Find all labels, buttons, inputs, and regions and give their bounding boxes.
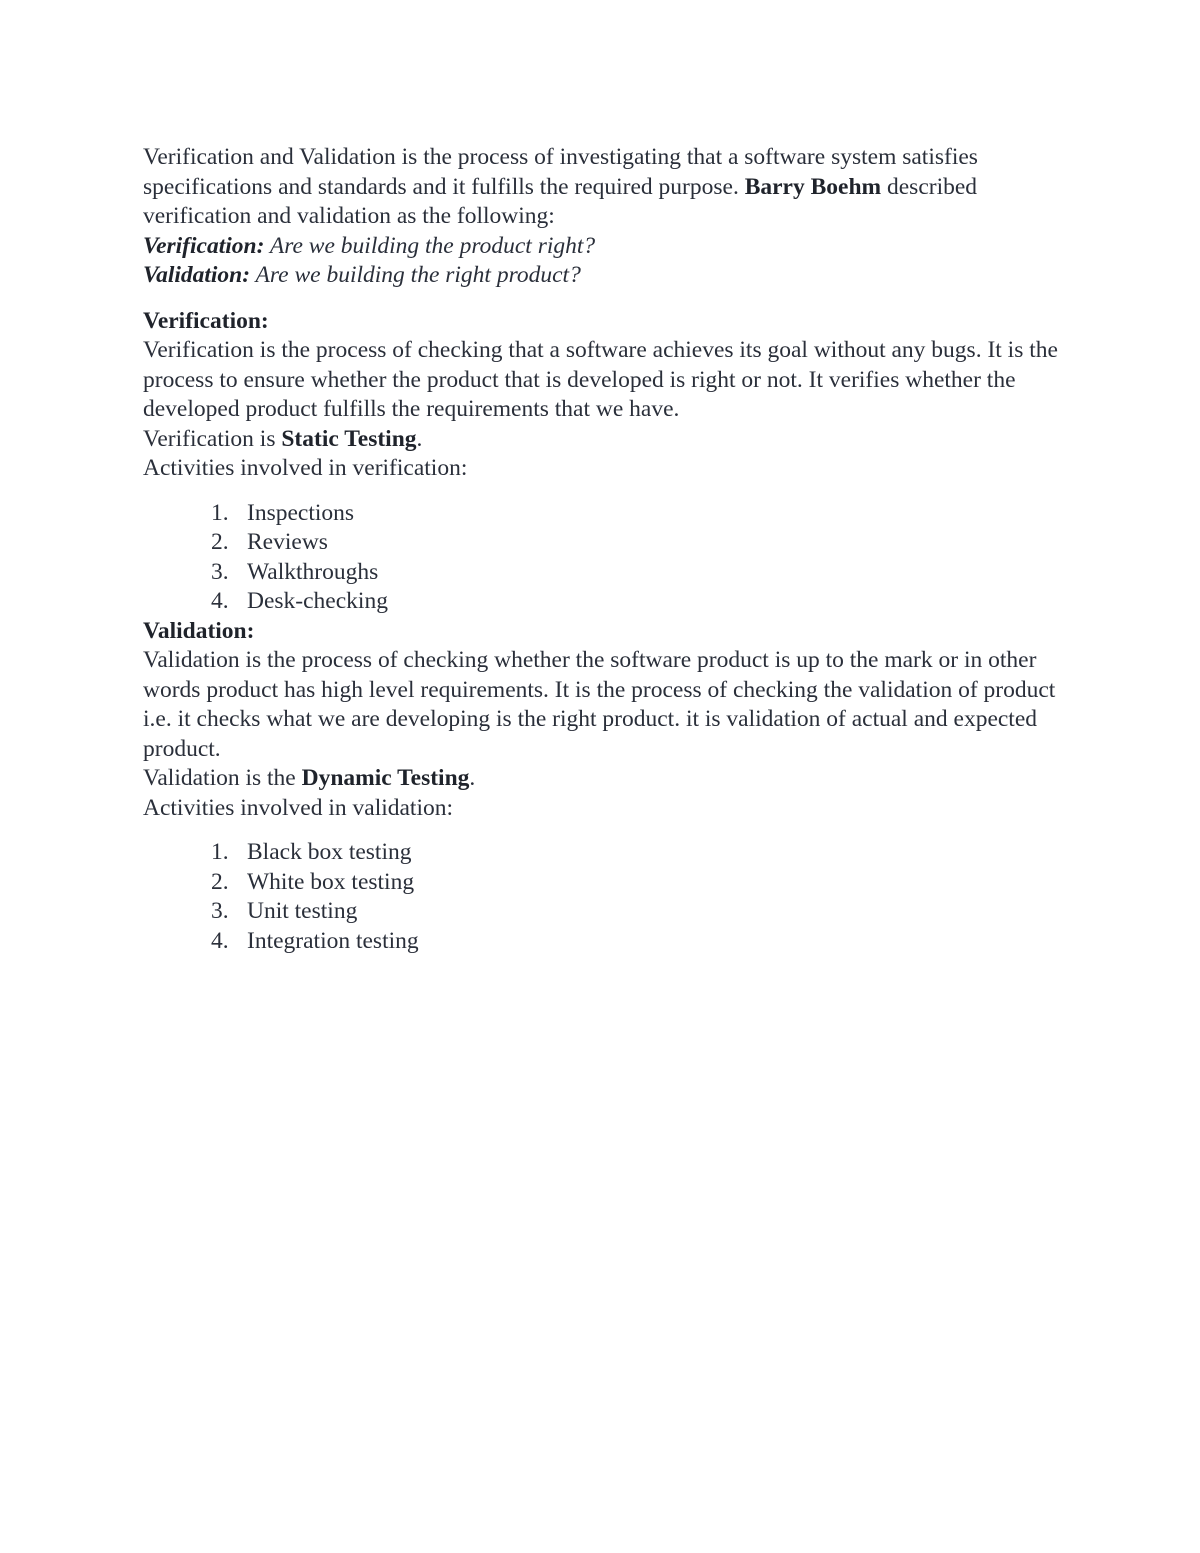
list-item-label: Walkthroughs <box>247 558 379 585</box>
list-item-label: Inspections <box>247 499 355 526</box>
static-testing-label: Static Testing <box>281 425 417 452</box>
document-page <box>143 143 1058 956</box>
list-item <box>143 838 1058 868</box>
list-number: 1. <box>211 499 229 526</box>
verification-type <box>143 425 1058 455</box>
list-number: 2. <box>211 529 229 555</box>
type-suffix: . <box>469 765 476 791</box>
list-item <box>143 927 1058 957</box>
definition-term: Validation: <box>143 262 251 288</box>
list-item-label: Integration testing <box>247 927 419 954</box>
intro-text-2: described verification and validation as the following: <box>143 173 978 229</box>
validation-body: Validation is the process of checking whether the software product is up to the mark or in other words product has high level requirements. It is the process of checking the validation of product i.e. it checks what we are developing is the right product. it is validation of actual and expected product. <box>143 647 1056 762</box>
list-number: 4. <box>211 927 229 954</box>
verification-activities-label: Activities involved in verification: <box>143 455 468 481</box>
validation-type <box>143 764 1058 794</box>
list-number: 3. <box>211 898 229 924</box>
verification-activities-list <box>143 499 1058 617</box>
list-number: 1. <box>211 839 229 865</box>
list-number: 3. <box>211 558 229 585</box>
list-item <box>143 868 1058 898</box>
list-item-label: Reviews <box>247 529 328 555</box>
definition-validation <box>143 261 1058 291</box>
validation-activities-label: Activities involved in validation: <box>143 794 454 821</box>
list-item-label: White box testing <box>247 868 415 895</box>
list-item <box>143 587 1058 617</box>
list-number: 4. <box>211 588 229 614</box>
verification-body: Verification is the process of checking that a software achieves its goal without any bugs. It is the process to ensure whether the product that is developed is right or not. It verifies whether the developed product fulfills the requirements that we have. <box>143 337 1058 422</box>
list-item-label: Unit testing <box>247 898 358 924</box>
list-item-label: Desk-checking <box>247 588 388 614</box>
dynamic-testing-label: Dynamic Testing <box>301 765 470 791</box>
intro-paragraph <box>143 143 1058 232</box>
intro-text-1: Verification and Validation is the process of investigating that a software system satisfies specifications and standards and it fulfills the required purpose. <box>143 144 978 200</box>
list-number: 2. <box>211 868 229 895</box>
list-item <box>143 528 1058 558</box>
list-item-label: Black box testing <box>247 839 412 865</box>
verification-heading: Verification: <box>143 307 269 334</box>
definition-question: Are we building the product right? <box>264 232 596 259</box>
author-name: Barry Boehm <box>744 173 882 200</box>
definition-verification <box>143 232 1058 262</box>
definition-question: Are we building the right product? <box>250 262 581 288</box>
validation-activities-list <box>143 838 1058 956</box>
type-prefix: Verification is <box>143 425 282 452</box>
type-prefix: Validation is the <box>143 765 302 791</box>
list-item <box>143 499 1058 529</box>
definition-term: Verification: <box>143 232 265 259</box>
validation-heading: Validation: <box>143 617 255 644</box>
type-suffix: . <box>416 425 423 452</box>
list-item <box>143 897 1058 927</box>
list-item <box>143 558 1058 588</box>
